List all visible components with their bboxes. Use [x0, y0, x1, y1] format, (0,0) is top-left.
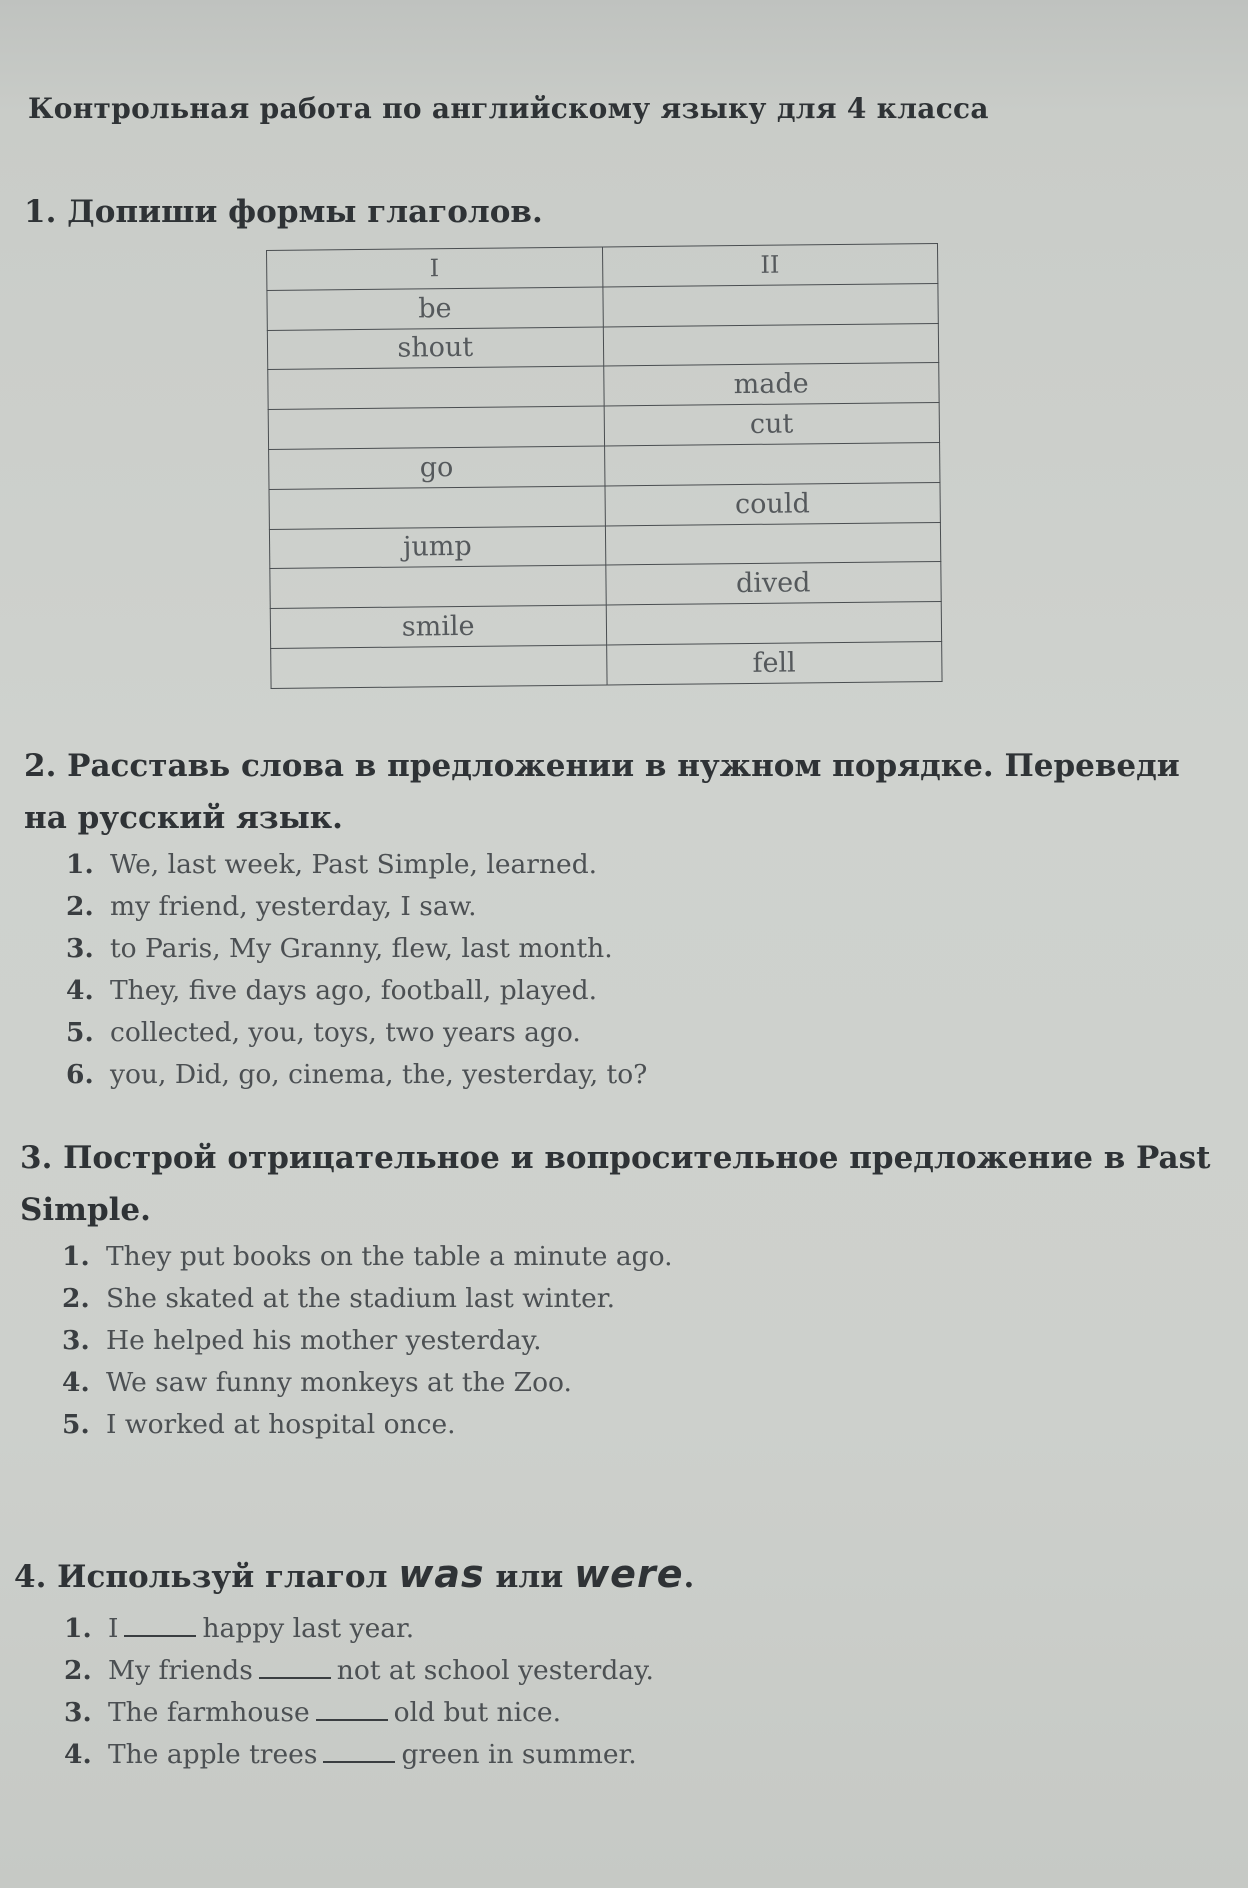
table-header-cell: II [602, 243, 938, 286]
table-cell[interactable]: go [269, 446, 605, 489]
table-cell[interactable] [606, 602, 942, 645]
table-cell[interactable]: smile [270, 605, 606, 648]
table-cell[interactable] [603, 323, 939, 366]
top-strip [0, 0, 110, 14]
list-item [64, 1692, 654, 1734]
table-header-cell: I [267, 247, 603, 290]
item-number: 2. [64, 1655, 92, 1686]
table-cell[interactable] [268, 406, 604, 449]
item-number: 5. [66, 1017, 94, 1048]
list-item [62, 1236, 673, 1278]
item-number: 3. [66, 933, 94, 964]
item-text: you, Did, go, cinema, the, yesterday, to? [110, 1059, 648, 1090]
list-item [66, 928, 647, 970]
word-was: was [398, 1552, 485, 1596]
answer-blank[interactable] [316, 1697, 388, 1721]
list-item [66, 1054, 647, 1096]
item-number: 1. [66, 849, 94, 880]
table-row [271, 641, 942, 688]
list-item [66, 1012, 647, 1054]
answer-blank[interactable] [124, 1613, 196, 1637]
task4-heading-end: . [683, 1559, 695, 1595]
item-number: 4. [64, 1739, 92, 1770]
table-cell[interactable] [269, 486, 605, 529]
list-item [66, 970, 647, 1012]
item-text-before: The apple trees [108, 1739, 318, 1770]
table-cell[interactable] [270, 565, 606, 608]
word-were: were [574, 1552, 684, 1596]
list-item [62, 1404, 673, 1446]
table-cell[interactable] [605, 522, 941, 565]
table-row [270, 562, 941, 609]
table-row [269, 522, 940, 569]
item-text: to Paris, My Granny, flew, last month. [110, 933, 613, 964]
item-text: I worked at hospital once. [106, 1409, 456, 1440]
item-text: my friend, yesterday, I saw. [110, 891, 477, 922]
table-cell[interactable]: could [604, 482, 940, 525]
task4-heading-prefix: 4. Используй глагол [14, 1559, 399, 1595]
item-number: 1. [62, 1241, 90, 1272]
table-cell[interactable]: made [603, 363, 939, 406]
item-text: She skated at the stadium last winter. [106, 1283, 615, 1314]
answer-blank[interactable] [259, 1655, 331, 1679]
list-item [62, 1278, 673, 1320]
list-item [62, 1320, 673, 1362]
item-number: 2. [62, 1283, 90, 1314]
table-row [270, 602, 941, 649]
item-text: He helped his mother yesterday. [106, 1325, 542, 1356]
page-title: Контрольная работа по английскому языку для 4 класса [28, 92, 989, 125]
item-text: They, five days ago, football, played. [110, 975, 598, 1006]
item-number: 5. [62, 1409, 90, 1440]
table-header-row [267, 243, 938, 290]
item-number: 1. [64, 1613, 92, 1644]
verb-forms-table [266, 243, 943, 689]
answer-blank[interactable] [323, 1739, 395, 1763]
task1-heading: 1. Допиши формы глаголов. [24, 194, 543, 230]
item-text-before: The farmhouse [108, 1697, 310, 1728]
item-text: collected, you, toys, two years ago. [110, 1017, 581, 1048]
table-cell[interactable] [604, 442, 940, 485]
table-row [268, 363, 939, 410]
item-text-before: My friends [108, 1655, 253, 1686]
table-row [267, 323, 938, 370]
list-item [64, 1734, 654, 1776]
item-text: They put books on the table a minute ago. [106, 1241, 673, 1272]
list-item [66, 844, 647, 886]
table-cell[interactable] [271, 645, 607, 688]
item-text-after: not at school yesterday. [336, 1655, 654, 1686]
table-cell[interactable]: fell [606, 641, 942, 684]
list-item [66, 886, 647, 928]
item-text: We, last week, Past Simple, learned. [110, 849, 598, 880]
table-cell[interactable]: jump [269, 526, 605, 569]
item-number: 6. [66, 1059, 94, 1090]
table-row [269, 482, 940, 529]
list-item [64, 1650, 654, 1692]
item-text-after: old but nice. [393, 1697, 562, 1728]
item-text: We saw funny monkeys at the Zoo. [106, 1367, 572, 1398]
table-row [269, 442, 940, 489]
table-cell[interactable] [602, 283, 938, 326]
task3-heading: 3. Построй отрицательное и вопросительное предложение в Past Simple. [20, 1140, 1211, 1228]
item-number: 3. [64, 1697, 92, 1728]
table-row [268, 403, 939, 450]
table-cell[interactable]: dived [605, 562, 941, 605]
table-row [267, 283, 938, 330]
task2-heading: 2. Расставь слова в предложении в нужном порядке. Переведи на русский язык. [24, 748, 1180, 836]
item-text-after: green in summer. [401, 1739, 637, 1770]
task3-list [62, 1236, 673, 1446]
task4-heading [14, 1548, 694, 1603]
table-cell[interactable]: be [267, 287, 603, 330]
item-text-after: happy last year. [202, 1613, 415, 1644]
item-text-before: I [108, 1613, 119, 1644]
task4-list [64, 1608, 654, 1776]
table-cell[interactable] [268, 366, 604, 409]
table-cell[interactable]: cut [604, 403, 940, 446]
item-number: 3. [62, 1325, 90, 1356]
list-item [62, 1362, 673, 1404]
item-number: 4. [66, 975, 94, 1006]
task2-list [66, 844, 647, 1096]
table-cell[interactable]: shout [267, 327, 603, 370]
list-item [64, 1608, 654, 1650]
task4-heading-mid: или [484, 1559, 575, 1595]
item-number: 2. [66, 891, 94, 922]
item-number: 4. [62, 1367, 90, 1398]
